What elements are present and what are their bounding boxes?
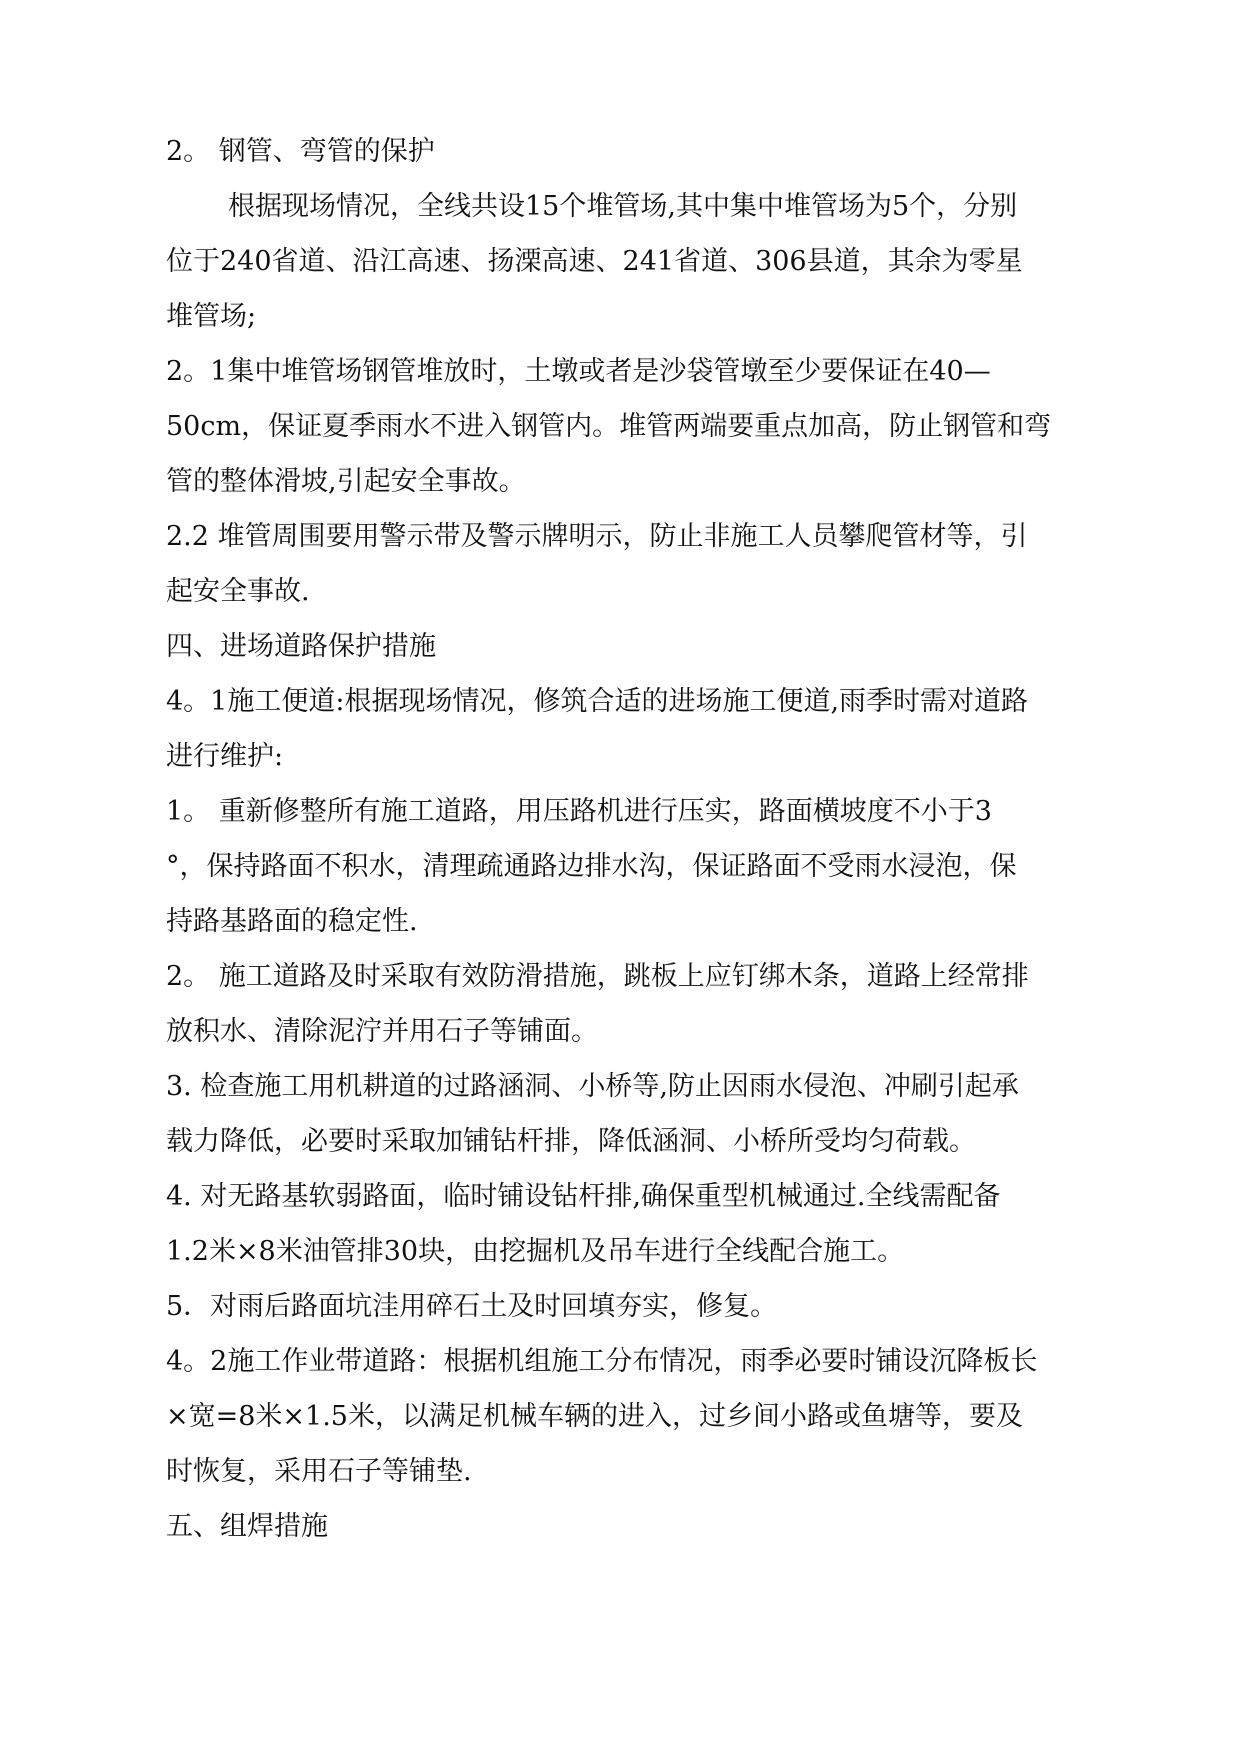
paragraph-line: 放积水、清除泥泞并用石子等铺面。 <box>166 1016 598 1047</box>
section-heading-5: 五、组焊措施 <box>166 1511 328 1542</box>
section-heading-2: 2。 钢管、弯管的保护 <box>166 136 435 167</box>
paragraph-line: 根据现场情况，全线共设15个堆管场,其中集中堆管场为5个，分别 <box>228 191 1018 222</box>
paragraph-line: 时恢复，采用石子等铺垫. <box>166 1456 472 1487</box>
paragraph-line: 堆管场; <box>166 301 257 332</box>
paragraph-line: 持路基路面的稳定性. <box>166 906 418 937</box>
paragraph-line: 5．对雨后路面坑洼用碎石土及时回填夯实，修复。 <box>166 1291 778 1322</box>
document-body <box>166 124 1106 1554</box>
paragraph-line: 50cm，保证夏季雨水不进入钢管内。堆管两端要重点加高，防止钢管和弯 <box>166 411 1052 442</box>
section-heading-4: 四、进场道路保护措施 <box>166 631 436 662</box>
paragraph-line: 起安全事故. <box>166 576 310 607</box>
paragraph-line: 2。 施工道路及时采取有效防滑措施，跳板上应钉绑木条，道路上经常排 <box>166 961 1029 992</box>
paragraph-line: 1.2米×8米油管排30块，由挖掘机及吊车进行全线配合施工。 <box>166 1236 905 1267</box>
paragraph-line: 1。 重新修整所有施工道路，用压路机进行压实，路面横坡度不小于3 <box>166 796 992 827</box>
paragraph-line: 4. 对无路基软弱路面，临时铺设钻杆排,确保重型机械通过.全线需配备 <box>166 1181 1001 1212</box>
paragraph-line: 4。2施工作业带道路：根据机组施工分布情况，雨季必要时铺设沉降板长 <box>166 1346 1038 1377</box>
paragraph-line: 进行维护: <box>166 741 284 772</box>
paragraph-line: 管的整体滑坡,引起安全事故。 <box>166 466 526 497</box>
paragraph-line: °，保持路面不积水，清理疏通路边排水沟，保证路面不受雨水浸泡，保 <box>166 851 1017 882</box>
paragraph-line: 4。1施工便道:根据现场情况，修筑合适的进场施工便道,雨季时需对道路 <box>166 686 1029 717</box>
paragraph-line: 3. 检查施工用机耕道的过路涵洞、小桥等,防止因雨水侵泡、冲刷引起承 <box>166 1071 1019 1102</box>
paragraph-line: 位于240省道、沿江高速、扬溧高速、241省道、306县道，其余为零星 <box>166 246 1023 277</box>
paragraph-line: 2.2 堆管周围要用警示带及警示牌明示，防止非施工人员攀爬管材等，引 <box>166 521 1028 552</box>
paragraph-line: 2。1集中堆管场钢管堆放时，土墩或者是沙袋管墩至少要保证在40— <box>166 356 991 387</box>
paragraph-line: ×宽=8米×1.5米，以满足机械车辆的进入，过乡间小路或鱼塘等，要及 <box>166 1401 1023 1432</box>
paragraph-line: 载力降低，必要时采取加铺钻杆排，降低涵洞、小桥所受均匀荷载。 <box>166 1126 976 1157</box>
